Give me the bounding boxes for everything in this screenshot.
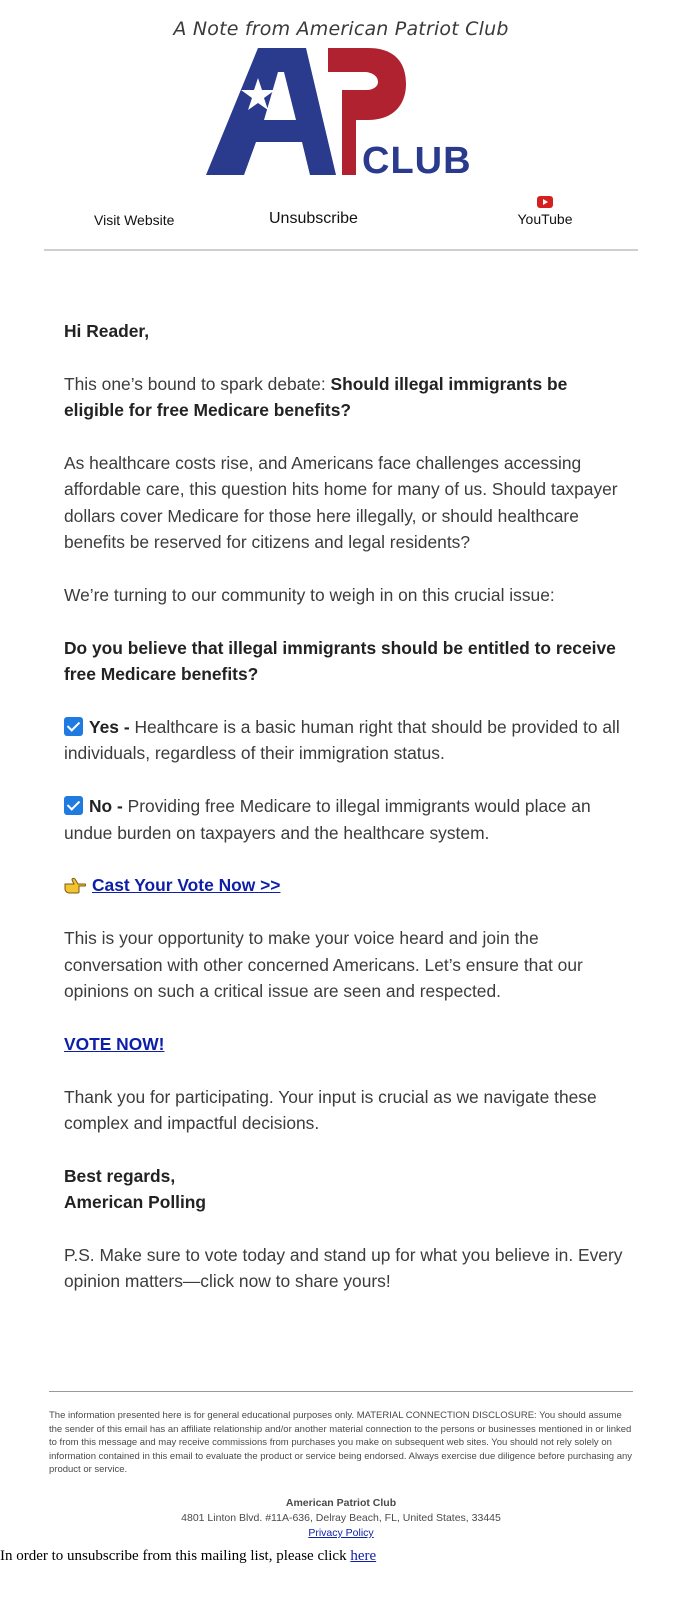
header-divider: [44, 249, 638, 251]
intro-lead: This one’s bound to spark debate:: [64, 373, 331, 394]
option-no: [64, 793, 624, 846]
cast-vote-link[interactable]: Cast Your Vote Now >>: [92, 875, 281, 896]
option-yes-label: Yes -: [89, 717, 130, 738]
privacy-policy-link[interactable]: Privacy Policy: [308, 1527, 374, 1539]
option-yes: [64, 714, 624, 767]
intro-question: Should illegal immigrants be eligible for free Medicare benefits?: [64, 373, 568, 421]
checkbox-checked-icon: [64, 796, 83, 815]
ps-paragraph: P.S. Make sure to vote today and stand up for what you believe in. Every opinion matters—click now to share yours!: [64, 1245, 623, 1292]
visit-website-link[interactable]: Visit Website: [94, 212, 175, 228]
unsubscribe-link[interactable]: Unsubscribe: [269, 210, 358, 227]
footer-divider: [49, 1391, 633, 1392]
thanks-paragraph: Thank you for participating. Your input is crucial as we navigate these complex and impactful decisions.: [64, 1086, 597, 1134]
vote-now-link[interactable]: VOTE NOW!: [64, 1033, 165, 1054]
unsubscribe-notice-text: In order to unsubscribe from this mailing list, please click: [0, 1548, 351, 1564]
option-no-text: Providing free Medicare to illegal immigrants would place an undue burden on taxpayers and the healthcare system.: [64, 796, 591, 843]
greeting: Hi Reader,: [64, 321, 150, 341]
intro-paragraph: [64, 371, 624, 424]
footer-address: 4801 Linton Blvd. #11A-636, Delray Beach, FL, United States, 33445: [181, 1512, 501, 1524]
header-note: A Note from American Patriot Club: [173, 18, 509, 40]
youtube-link[interactable]: [516, 196, 574, 227]
american-patriot-club-logo: [206, 48, 478, 178]
signature: American Polling: [64, 1192, 207, 1213]
cast-vote-row: [64, 872, 624, 898]
unsubscribe-here-link[interactable]: here: [350, 1548, 377, 1564]
context-paragraph: As healthcare costs rise, and Americans face challenges accessing affordable care, this question hits home for many of us. Should taxpayer dollars cover Medicare for those here illegally, or should healthcare benefits be reserved for citizens and legal residents?: [64, 453, 618, 553]
pointing-hand-icon: [64, 876, 86, 894]
community-paragraph: We’re turning to our community to weigh in on this crucial issue:: [64, 585, 555, 606]
footer-address-block: [0, 1496, 682, 1541]
header-nav: [44, 196, 638, 236]
unsubscribe-notice: [0, 1548, 376, 1565]
signoff-block: [64, 1163, 624, 1216]
disclaimer-text: The information presented here is for general educational purposes only. MATERIAL CONNECTION DISCLOSURE: You should assume the sender of this email has an affiliate relationship and/or another material connection to the persons or businesses mentioned in or linked to from this message and may receive commissions from purchases you make on subsequent web sites. You should not rely solely on information contained in this email to evaluate the product or service being endorsed. Always exercise due diligence before purchasing any product or service.: [49, 1410, 633, 1476]
checkbox-checked-icon: [64, 717, 83, 736]
footer-org-name: American Patriot Club: [285, 1497, 397, 1509]
signoff: Best regards,: [64, 1165, 176, 1186]
youtube-label: YouTube: [517, 211, 573, 227]
youtube-icon: [537, 196, 553, 208]
poll-question: Do you believe that illegal immigrants should be entitled to receive free Medicare benefits?: [64, 637, 616, 685]
email-body: [64, 318, 624, 1321]
logo-club-word: CLUB: [362, 140, 472, 178]
opportunity-paragraph: This is your opportunity to make your voice heard and join the conversation with other concerned Americans. Let’s ensure that our opinions on such a critical issue are seen and respected.: [64, 928, 583, 1002]
option-yes-text: Healthcare is a basic human right that should be provided to all individuals, regardless of their immigration status.: [64, 717, 620, 764]
option-no-label: No -: [89, 796, 123, 817]
